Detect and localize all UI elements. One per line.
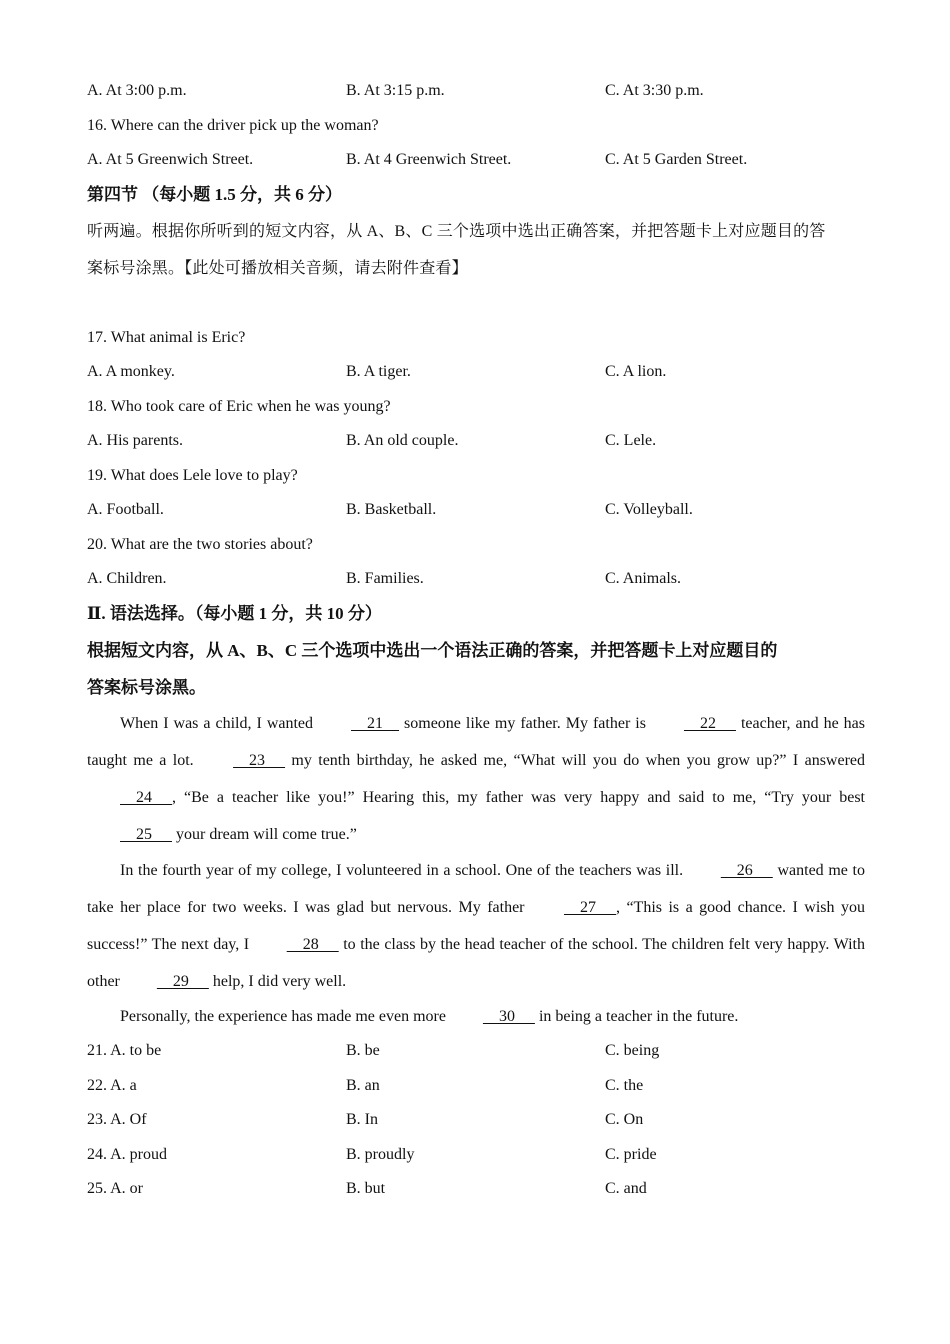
option-c: C. being — [605, 1042, 660, 1059]
passage-text: teacher, and he has taught me a lot. — [87, 715, 866, 769]
passage-text: In the fourth year of my college, I volunteered in a school. One of the teachers was ill. — [120, 862, 688, 879]
option-b: B. an — [346, 1077, 380, 1094]
question-18: 18. Who took care of Eric when he was young? — [87, 398, 391, 415]
passage-text: your dream will come true.” — [172, 826, 357, 843]
option-c: C. At 5 Garden Street. — [605, 151, 748, 168]
blank-27: 27 — [563, 899, 616, 916]
option-a: A. A monkey. — [87, 363, 175, 380]
blank-29: 29 — [156, 973, 209, 990]
option-b: B. proudly — [346, 1146, 415, 1163]
section-4-title: 第四节 （每小题 1.5 分，共 6 分） — [87, 185, 342, 204]
option-b: B. Basketball. — [346, 501, 437, 518]
option-c: C. Volleyball. — [605, 501, 693, 518]
option-b: B. At 3:15 p.m. — [346, 82, 445, 99]
passage-text: , “This is a good chance. I wish you success!” The next day, I — [87, 899, 866, 953]
blank-28: 28 — [286, 936, 339, 953]
grammar-section-title: Ⅱ. 语法选择。（每小题 1 分，共 10 分） — [87, 604, 382, 623]
question-17: 17. What animal is Eric? — [87, 329, 246, 346]
q21-options — [87, 1039, 877, 1063]
grammar-instruction-line-1: 根据短文内容，从 A、B、C 三个选项中选出一个语法正确的答案，并把答题卡上对应题目的 — [87, 641, 778, 660]
option-a: A. At 5 Greenwich Street. — [87, 151, 254, 168]
question-20: 20. What are the two stories about? — [87, 536, 313, 553]
passage-paragraph-1 — [87, 705, 865, 853]
blank-23: 23 — [233, 752, 286, 769]
option-c: C. On — [605, 1111, 644, 1128]
q16-options — [87, 148, 877, 172]
option-a: 23. A. Of — [87, 1111, 147, 1128]
passage-text: When I was a child, I wanted — [120, 715, 319, 732]
q18-options — [87, 429, 877, 453]
option-b: B. Families. — [346, 570, 424, 587]
option-c: C. pride — [605, 1146, 657, 1163]
option-b: B. An old couple. — [346, 432, 459, 449]
option-c: C. Animals. — [605, 570, 682, 587]
passage-text: Personally, the experience has made me even more — [120, 1008, 450, 1025]
option-c: C. the — [605, 1077, 644, 1094]
option-c: C. and — [605, 1180, 647, 1197]
passage-text: my tenth birthday, he asked me, “What will you do when you grow up?” I answered — [285, 752, 866, 769]
section-4-instruction-line-2: 案标号涂黑。【此处可播放相关音频，请去附件查看】 — [87, 260, 468, 277]
section-4-instruction-line-1: 听两遍。根据你所听到的短文内容，从 A、B、C 三个选项中选出正确答案，并把答题卡上对应题目的答 — [87, 223, 826, 240]
option-b: B. At 4 Greenwich Street. — [346, 151, 512, 168]
option-a: A. Children. — [87, 570, 167, 587]
q25-options — [87, 1177, 877, 1201]
option-a: 25. A. or — [87, 1180, 143, 1197]
option-b: B. A tiger. — [346, 363, 411, 380]
passage-text: in being a teacher in the future. — [534, 1008, 739, 1025]
q20-options — [87, 567, 877, 591]
option-a: 22. A. a — [87, 1077, 137, 1094]
question-19: 19. What does Lele love to play? — [87, 467, 298, 484]
option-c: C. A lion. — [605, 363, 667, 380]
blank-25: 25 — [120, 826, 172, 843]
option-a: A. His parents. — [87, 432, 183, 449]
option-b: B. but — [346, 1180, 386, 1197]
passage-paragraph-2 — [87, 852, 865, 1000]
q22-options — [87, 1074, 877, 1098]
passage-text: , “Be a teacher like you!” Hearing this, my father was very happy and said to me, “Try your best — [172, 789, 865, 806]
grammar-instruction-line-2: 答案标号涂黑。 — [87, 678, 206, 697]
passage-text: to the class by the head teacher of the school. The children felt very happy. With other — [87, 936, 866, 990]
option-b: B. be — [346, 1042, 380, 1059]
blank-30: 30 — [482, 1008, 535, 1025]
q24-options — [87, 1143, 877, 1167]
option-c: C. At 3:30 p.m. — [605, 82, 704, 99]
q19-options — [87, 498, 877, 522]
blank-21: 21 — [351, 715, 400, 732]
question-16: 16. Where can the driver pick up the woman? — [87, 117, 379, 134]
option-c: C. Lele. — [605, 432, 657, 449]
option-a: A. At 3:00 p.m. — [87, 82, 187, 99]
option-a: A. Football. — [87, 501, 164, 518]
passage-text: someone like my father. My father is — [399, 715, 651, 732]
passage-paragraph-3 — [87, 998, 865, 1035]
option-a: 24. A. proud — [87, 1146, 167, 1163]
q23-options — [87, 1108, 877, 1132]
passage-text: help, I did very well. — [208, 973, 347, 990]
blank-22: 22 — [683, 715, 736, 732]
passage-text: wanted me to take her place for two weeks. I was glad but nervous. My father — [87, 862, 865, 916]
blank-24: 24 — [120, 789, 172, 806]
q15-options — [87, 79, 877, 103]
option-b: B. In — [346, 1111, 378, 1128]
q17-options — [87, 360, 877, 384]
option-a: 21. A. to be — [87, 1042, 162, 1059]
blank-26: 26 — [720, 862, 773, 879]
